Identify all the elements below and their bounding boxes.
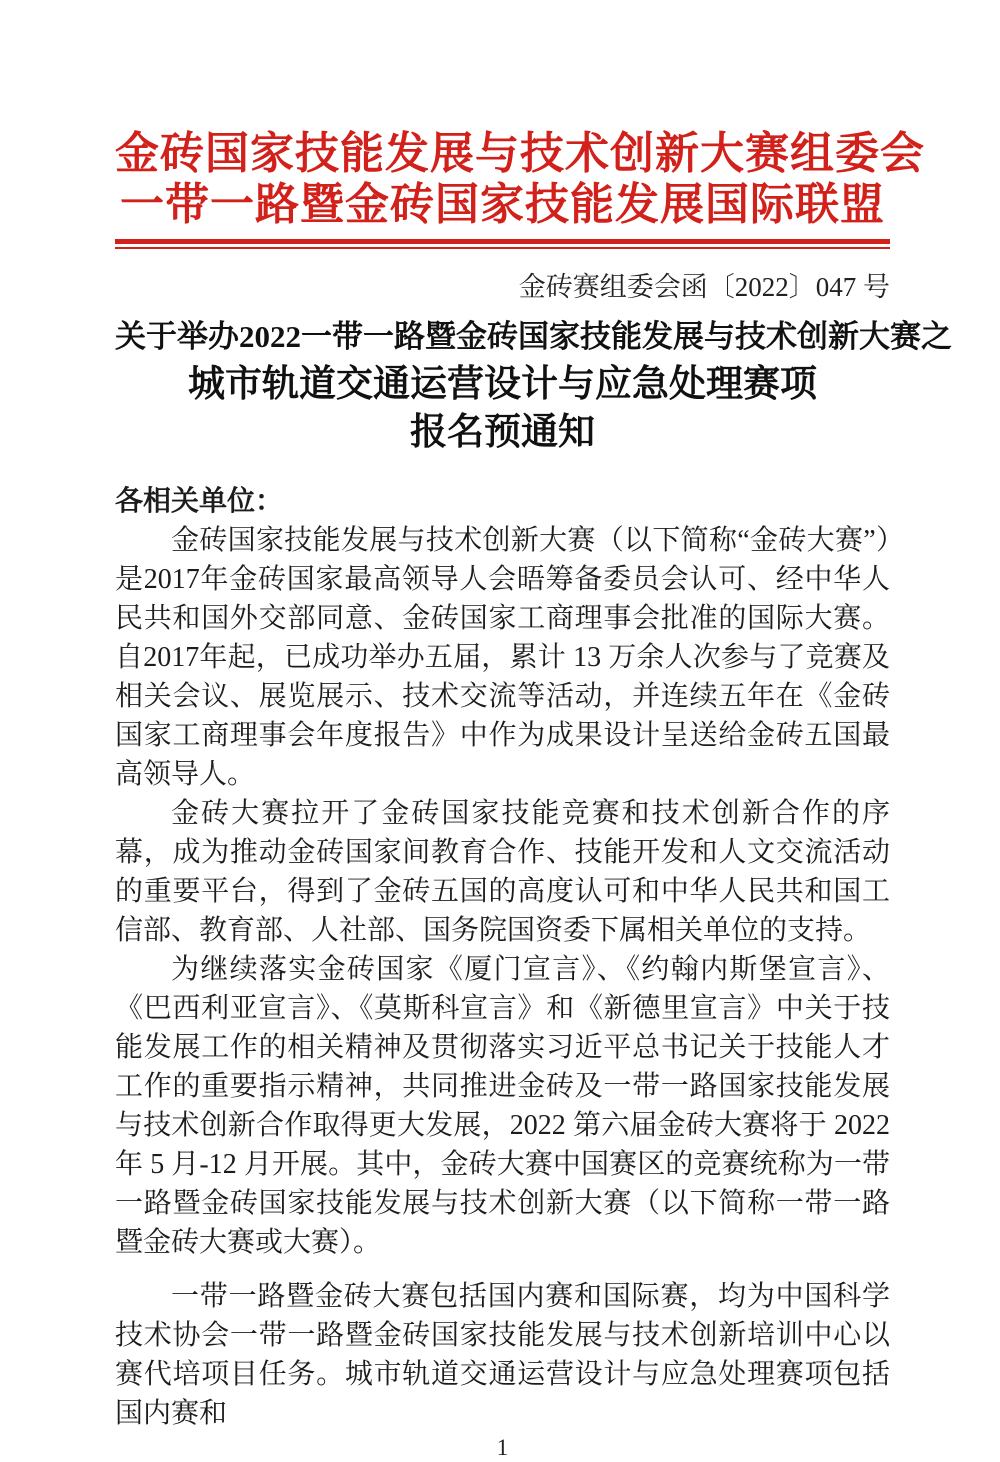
document-title-line3: 报名预通知 [410,412,595,453]
letterhead [115,128,925,230]
body-paragraph: 金砖国家技能发展与技术创新大赛（以下简称“金砖大赛”）是2017年金砖国家最高领导人会晤筹备委员会认可、经中华人民共和国外交部同意、金砖国家工商理事会批准的国际大赛。自2017年起，已成功举办五届，累计 13 万余人次参与了竞赛及相关会议、展览展示、技术交流等活动，并连续五年在《金砖国家工商理事会年度报告》中作为成果设计呈送给金砖五国最高领导人。 [115,525,890,790]
letterhead-divider [115,239,890,249]
document-title-line2: 城市轨道交通运营设计与应急处理赛项 [188,364,817,405]
reference-number: 金砖赛组委会函〔2022〕047 号 [518,272,890,302]
letterhead-line2: 一带一路暨金砖国家技能发展国际联盟 [120,180,885,229]
document-title-line1: 关于举办2022一带一路暨金砖国家技能发展与技术创新大赛之 [115,319,952,354]
document-body [115,482,890,1433]
body-paragraph: 金砖大赛拉开了金砖国家技能竞赛和技术创新合作的序幕，成为推动金砖国家间教育合作、技能开发和人文交流活动的重要平台，得到了金砖五国的高度认可和中华人民共和国工信部、教育部、人社部、国务院国资委下属相关单位的支持。 [115,798,890,946]
salutation: 各相关单位： [115,486,284,517]
page-number: 1 [496,1435,509,1460]
divider-rule-thick [115,239,890,244]
body-paragraph: 一带一路暨金砖大赛包括国内赛和国际赛，均为中国科学技术协会一带一路暨金砖国家技能发展与技术创新培训中心以赛代培项目任务。城市轨道交通运营设计与应急处理赛项包括国内赛和 [115,1281,890,1429]
document-title [115,317,952,456]
divider-rule-thin [115,247,890,249]
letterhead-line1: 金砖国家技能发展与技术创新大赛组委会 [115,129,925,178]
body-paragraph: 为继续落实金砖国家《厦门宣言》、《约翰内斯堡宣言》、《巴西利亚宣言》、《莫斯科宣言》和《新德里宣言》中关于技能发展工作的相关精神及贯彻落实习近平总书记关于技能人才工作的重要指示精神，共同推进金砖及一带一路国家技能发展与技术创新合作取得更大发展，2022 第六届金砖大赛将于 2022 年 5 月-12 月开展。其中，金砖大赛中国赛区的竞赛统称为一带一路暨金砖国家技能发展与技术创新大赛（以下简称一带一路暨金砖大赛或大赛）。 [115,954,890,1258]
